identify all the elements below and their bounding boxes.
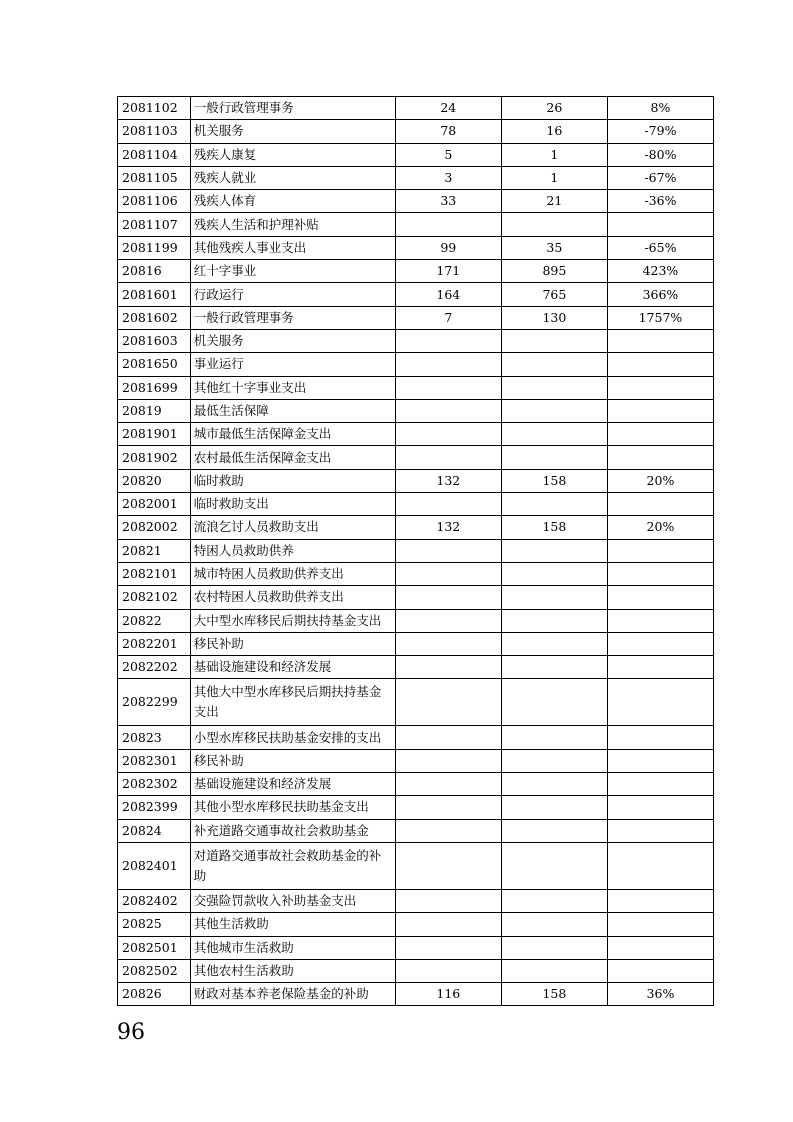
row-change bbox=[607, 632, 713, 655]
row-code: 2082001 bbox=[118, 493, 191, 516]
table-row bbox=[118, 423, 714, 446]
row-value-b: 1 bbox=[501, 143, 607, 166]
row-change: 423% bbox=[607, 260, 713, 283]
row-value-a bbox=[395, 493, 501, 516]
row-value-b bbox=[501, 609, 607, 632]
row-change bbox=[607, 726, 713, 749]
row-code: 20816 bbox=[118, 260, 191, 283]
row-change bbox=[607, 399, 713, 422]
row-code: 20824 bbox=[118, 819, 191, 842]
table-row bbox=[118, 329, 714, 352]
table-row bbox=[118, 446, 714, 469]
row-name: 残疾人康复 bbox=[190, 143, 395, 166]
table-row bbox=[118, 143, 714, 166]
table-row bbox=[118, 376, 714, 399]
row-value-a bbox=[395, 819, 501, 842]
row-value-b bbox=[501, 889, 607, 912]
row-value-a: 3 bbox=[395, 166, 501, 189]
row-value-b bbox=[501, 399, 607, 422]
row-name: 其他城市生活救助 bbox=[190, 936, 395, 959]
row-change bbox=[607, 539, 713, 562]
row-change bbox=[607, 329, 713, 352]
row-code: 20823 bbox=[118, 726, 191, 749]
row-value-a bbox=[395, 656, 501, 679]
table-row bbox=[118, 562, 714, 585]
row-value-b bbox=[501, 539, 607, 562]
row-change bbox=[607, 493, 713, 516]
row-change bbox=[607, 749, 713, 772]
row-change: 366% bbox=[607, 283, 713, 306]
row-value-b: 130 bbox=[501, 306, 607, 329]
row-value-a: 33 bbox=[395, 190, 501, 213]
row-code: 2081901 bbox=[118, 423, 191, 446]
row-name: 城市特困人员救助供养支出 bbox=[190, 562, 395, 585]
row-value-b: 895 bbox=[501, 260, 607, 283]
row-change bbox=[607, 446, 713, 469]
row-name: 行政运行 bbox=[190, 283, 395, 306]
row-value-b bbox=[501, 329, 607, 352]
table-row bbox=[118, 726, 714, 749]
row-change bbox=[607, 562, 713, 585]
row-value-b: 765 bbox=[501, 283, 607, 306]
table-row bbox=[118, 586, 714, 609]
row-value-b bbox=[501, 819, 607, 842]
row-value-a: 171 bbox=[395, 260, 501, 283]
row-value-a: 78 bbox=[395, 120, 501, 143]
table-row bbox=[118, 539, 714, 562]
row-value-a: 164 bbox=[395, 283, 501, 306]
row-code: 20821 bbox=[118, 539, 191, 562]
table-row bbox=[118, 609, 714, 632]
table-row bbox=[118, 819, 714, 842]
row-code: 2081650 bbox=[118, 353, 191, 376]
row-change bbox=[607, 656, 713, 679]
row-change bbox=[607, 679, 713, 726]
row-change bbox=[607, 586, 713, 609]
table-row bbox=[118, 97, 714, 120]
row-value-b bbox=[501, 586, 607, 609]
row-name: 其他生活救助 bbox=[190, 913, 395, 936]
row-change bbox=[607, 796, 713, 819]
row-code: 20825 bbox=[118, 913, 191, 936]
table-row bbox=[118, 679, 714, 726]
row-value-a bbox=[395, 936, 501, 959]
row-value-b bbox=[501, 749, 607, 772]
row-code: 2081105 bbox=[118, 166, 191, 189]
row-value-a bbox=[395, 726, 501, 749]
budget-table-body bbox=[118, 97, 714, 1006]
row-value-b: 158 bbox=[501, 516, 607, 539]
row-name: 临时救助 bbox=[190, 469, 395, 492]
row-name: 其他大中型水库移民后期扶持基金支出 bbox=[190, 679, 395, 726]
row-name: 基础设施建设和经济发展 bbox=[190, 656, 395, 679]
row-code: 2081199 bbox=[118, 236, 191, 259]
row-code: 2082502 bbox=[118, 959, 191, 982]
row-change: -67% bbox=[607, 166, 713, 189]
table-row bbox=[118, 306, 714, 329]
row-name: 特困人员救助供养 bbox=[190, 539, 395, 562]
row-code: 2081601 bbox=[118, 283, 191, 306]
table-row bbox=[118, 260, 714, 283]
row-code: 2082402 bbox=[118, 889, 191, 912]
row-value-a: 99 bbox=[395, 236, 501, 259]
row-code: 2081106 bbox=[118, 190, 191, 213]
row-code: 2081699 bbox=[118, 376, 191, 399]
row-change: 20% bbox=[607, 516, 713, 539]
row-name: 一般行政管理事务 bbox=[190, 306, 395, 329]
row-code: 2082002 bbox=[118, 516, 191, 539]
row-change bbox=[607, 423, 713, 446]
table-row bbox=[118, 913, 714, 936]
table-row bbox=[118, 889, 714, 912]
row-value-b bbox=[501, 796, 607, 819]
row-code: 2082302 bbox=[118, 773, 191, 796]
row-value-b: 1 bbox=[501, 166, 607, 189]
table-row bbox=[118, 399, 714, 422]
table-row bbox=[118, 120, 714, 143]
row-value-b: 26 bbox=[501, 97, 607, 120]
row-value-b bbox=[501, 353, 607, 376]
row-change bbox=[607, 773, 713, 796]
row-change bbox=[607, 376, 713, 399]
table-row bbox=[118, 749, 714, 772]
row-value-a bbox=[395, 889, 501, 912]
row-code: 2081107 bbox=[118, 213, 191, 236]
row-value-a bbox=[395, 679, 501, 726]
row-value-a bbox=[395, 913, 501, 936]
row-code: 20819 bbox=[118, 399, 191, 422]
row-value-a bbox=[395, 213, 501, 236]
row-code: 2081902 bbox=[118, 446, 191, 469]
row-value-a: 132 bbox=[395, 516, 501, 539]
page-number: 96 bbox=[117, 1020, 145, 1045]
row-value-b bbox=[501, 562, 607, 585]
row-code: 2082401 bbox=[118, 842, 191, 889]
table-row bbox=[118, 632, 714, 655]
row-code: 2082299 bbox=[118, 679, 191, 726]
row-value-a: 7 bbox=[395, 306, 501, 329]
table-row bbox=[118, 959, 714, 982]
row-change: 8% bbox=[607, 97, 713, 120]
row-value-b bbox=[501, 936, 607, 959]
row-change bbox=[607, 959, 713, 982]
row-value-a bbox=[395, 539, 501, 562]
table-row bbox=[118, 656, 714, 679]
row-value-a bbox=[395, 353, 501, 376]
row-value-b bbox=[501, 656, 607, 679]
row-value-a bbox=[395, 773, 501, 796]
row-value-b: 158 bbox=[501, 469, 607, 492]
row-name: 其他残疾人事业支出 bbox=[190, 236, 395, 259]
row-name: 最低生活保障 bbox=[190, 399, 395, 422]
row-value-b bbox=[501, 773, 607, 796]
row-change: 36% bbox=[607, 983, 713, 1006]
row-name: 流浪乞讨人员救助支出 bbox=[190, 516, 395, 539]
row-value-b bbox=[501, 913, 607, 936]
row-name: 补充道路交通事故社会救助基金 bbox=[190, 819, 395, 842]
row-value-a bbox=[395, 562, 501, 585]
row-code: 2082102 bbox=[118, 586, 191, 609]
row-change: -80% bbox=[607, 143, 713, 166]
row-code: 20820 bbox=[118, 469, 191, 492]
table-row bbox=[118, 283, 714, 306]
table-row bbox=[118, 936, 714, 959]
row-code: 2082202 bbox=[118, 656, 191, 679]
row-name: 大中型水库移民后期扶持基金支出 bbox=[190, 609, 395, 632]
table-row bbox=[118, 190, 714, 213]
row-code: 2081602 bbox=[118, 306, 191, 329]
row-name: 残疾人生活和护理补贴 bbox=[190, 213, 395, 236]
row-code: 20826 bbox=[118, 983, 191, 1006]
row-name: 城市最低生活保障金支出 bbox=[190, 423, 395, 446]
row-code: 2081102 bbox=[118, 97, 191, 120]
row-name: 移民补助 bbox=[190, 749, 395, 772]
row-value-b bbox=[501, 423, 607, 446]
row-change bbox=[607, 353, 713, 376]
row-change: -79% bbox=[607, 120, 713, 143]
row-value-a bbox=[395, 376, 501, 399]
row-name: 其他小型水库移民扶助基金支出 bbox=[190, 796, 395, 819]
table-row bbox=[118, 469, 714, 492]
row-change bbox=[607, 936, 713, 959]
row-value-a: 116 bbox=[395, 983, 501, 1006]
row-change bbox=[607, 213, 713, 236]
table-row bbox=[118, 796, 714, 819]
row-value-b bbox=[501, 493, 607, 516]
table-row bbox=[118, 353, 714, 376]
table-row bbox=[118, 166, 714, 189]
row-value-b: 21 bbox=[501, 190, 607, 213]
row-value-a bbox=[395, 842, 501, 889]
row-value-b bbox=[501, 632, 607, 655]
table-row bbox=[118, 516, 714, 539]
row-value-b bbox=[501, 842, 607, 889]
row-value-a bbox=[395, 399, 501, 422]
row-value-b: 158 bbox=[501, 983, 607, 1006]
row-name: 对道路交通事故社会救助基金的补助 bbox=[190, 842, 395, 889]
row-name: 交强险罚款收入补助基金支出 bbox=[190, 889, 395, 912]
row-change bbox=[607, 889, 713, 912]
row-name: 基础设施建设和经济发展 bbox=[190, 773, 395, 796]
row-name: 移民补助 bbox=[190, 632, 395, 655]
row-change bbox=[607, 913, 713, 936]
row-name: 其他红十字事业支出 bbox=[190, 376, 395, 399]
row-name: 机关服务 bbox=[190, 329, 395, 352]
row-value-b bbox=[501, 679, 607, 726]
row-value-b bbox=[501, 726, 607, 749]
row-change bbox=[607, 819, 713, 842]
table-row bbox=[118, 842, 714, 889]
row-name: 小型水库移民扶助基金安排的支出 bbox=[190, 726, 395, 749]
row-name: 事业运行 bbox=[190, 353, 395, 376]
row-value-a bbox=[395, 586, 501, 609]
row-value-b bbox=[501, 959, 607, 982]
row-name: 其他农村生活救助 bbox=[190, 959, 395, 982]
row-value-a bbox=[395, 749, 501, 772]
row-name: 红十字事业 bbox=[190, 260, 395, 283]
row-value-b: 16 bbox=[501, 120, 607, 143]
row-value-b bbox=[501, 213, 607, 236]
row-name: 临时救助支出 bbox=[190, 493, 395, 516]
row-value-b bbox=[501, 376, 607, 399]
row-value-a bbox=[395, 796, 501, 819]
budget-table bbox=[117, 96, 714, 1006]
table-row bbox=[118, 493, 714, 516]
row-name: 农村最低生活保障金支出 bbox=[190, 446, 395, 469]
row-value-a: 24 bbox=[395, 97, 501, 120]
row-change: -36% bbox=[607, 190, 713, 213]
row-code: 2082101 bbox=[118, 562, 191, 585]
table-row bbox=[118, 773, 714, 796]
row-name: 残疾人体育 bbox=[190, 190, 395, 213]
row-name: 农村特困人员救助供养支出 bbox=[190, 586, 395, 609]
row-code: 2082301 bbox=[118, 749, 191, 772]
row-change bbox=[607, 609, 713, 632]
row-value-a bbox=[395, 632, 501, 655]
row-change bbox=[607, 842, 713, 889]
row-value-a bbox=[395, 423, 501, 446]
row-name: 残疾人就业 bbox=[190, 166, 395, 189]
row-code: 2082399 bbox=[118, 796, 191, 819]
row-value-b: 35 bbox=[501, 236, 607, 259]
row-value-b bbox=[501, 446, 607, 469]
row-code: 2081103 bbox=[118, 120, 191, 143]
row-name: 一般行政管理事务 bbox=[190, 97, 395, 120]
row-change: 1757% bbox=[607, 306, 713, 329]
row-change: 20% bbox=[607, 469, 713, 492]
row-name: 机关服务 bbox=[190, 120, 395, 143]
row-value-a: 5 bbox=[395, 143, 501, 166]
row-name: 财政对基本养老保险基金的补助 bbox=[190, 983, 395, 1006]
row-code: 2081104 bbox=[118, 143, 191, 166]
table-row bbox=[118, 213, 714, 236]
row-value-a bbox=[395, 329, 501, 352]
row-value-a bbox=[395, 609, 501, 632]
row-code: 2081603 bbox=[118, 329, 191, 352]
row-code: 2082201 bbox=[118, 632, 191, 655]
row-code: 20822 bbox=[118, 609, 191, 632]
row-value-a bbox=[395, 446, 501, 469]
row-change: -65% bbox=[607, 236, 713, 259]
row-value-a bbox=[395, 959, 501, 982]
table-row bbox=[118, 983, 714, 1006]
row-code: 2082501 bbox=[118, 936, 191, 959]
row-value-a: 132 bbox=[395, 469, 501, 492]
table-row bbox=[118, 236, 714, 259]
